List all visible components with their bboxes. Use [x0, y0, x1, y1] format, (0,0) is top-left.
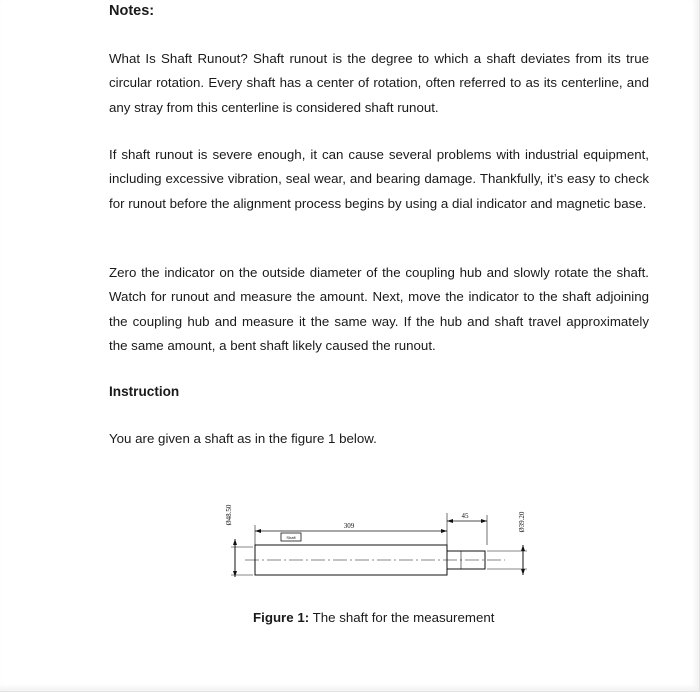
shaft-tag-label: Shaft	[286, 535, 296, 540]
notes-paragraph-3: Zero the indicator on the outside diameter of the coupling hub and slowly rotate the shaft. Watch for runout and measure the amount. Next, move the indicator to the shaft adjoining the coupling hub and measure it the same way. If the hub and shaft travel approximately the same amount, a bent shaft likely caused the runout.	[109, 265, 649, 354]
small-label: 45	[461, 512, 469, 520]
notes-paragraph-1: What Is Shaft Runout? Shaft runout is the degree to which a shaft deviates from its true circular rotation. Every shaft has a center of rotation, often referred to as its centerline, and any stray from this centerline is considered shaft runout.	[109, 51, 649, 115]
notes-paragraph-2: If shaft runout is severe enough, it can cause several problems with industrial equipment, including excessive vibration, seal wear, and bearing damage. Thankfully, it’s easy to check for runout before the alignment process begins by using a dial indicator and magnetic base.	[109, 147, 649, 211]
left-diameter-label: Ø48.50	[225, 504, 233, 526]
right-diameter-label: Ø39.20	[518, 511, 526, 533]
left-diameter-arrow-top	[233, 539, 237, 545]
length-arrow-right	[441, 529, 447, 533]
figure-caption	[253, 610, 494, 625]
shaft-figure	[215, 485, 545, 585]
caption-text: The shaft for the measurement	[309, 610, 495, 625]
length-label: 309	[343, 522, 355, 530]
caption-label: Figure 1:	[253, 610, 310, 625]
small-arrow-left	[447, 519, 453, 523]
shaft-drawing	[215, 485, 545, 585]
small-arrow-right	[481, 519, 487, 523]
right-diameter-arrow-top	[521, 545, 525, 551]
instruction-heading: Instruction	[109, 384, 180, 399]
left-diameter-arrow-bottom	[233, 571, 237, 577]
notes-heading: Notes:	[109, 3, 155, 19]
length-arrow-left	[255, 529, 261, 533]
instruction-text: You are given a shaft as in the figure 1 below.	[109, 431, 377, 446]
right-diameter-arrow-bottom	[521, 569, 525, 575]
